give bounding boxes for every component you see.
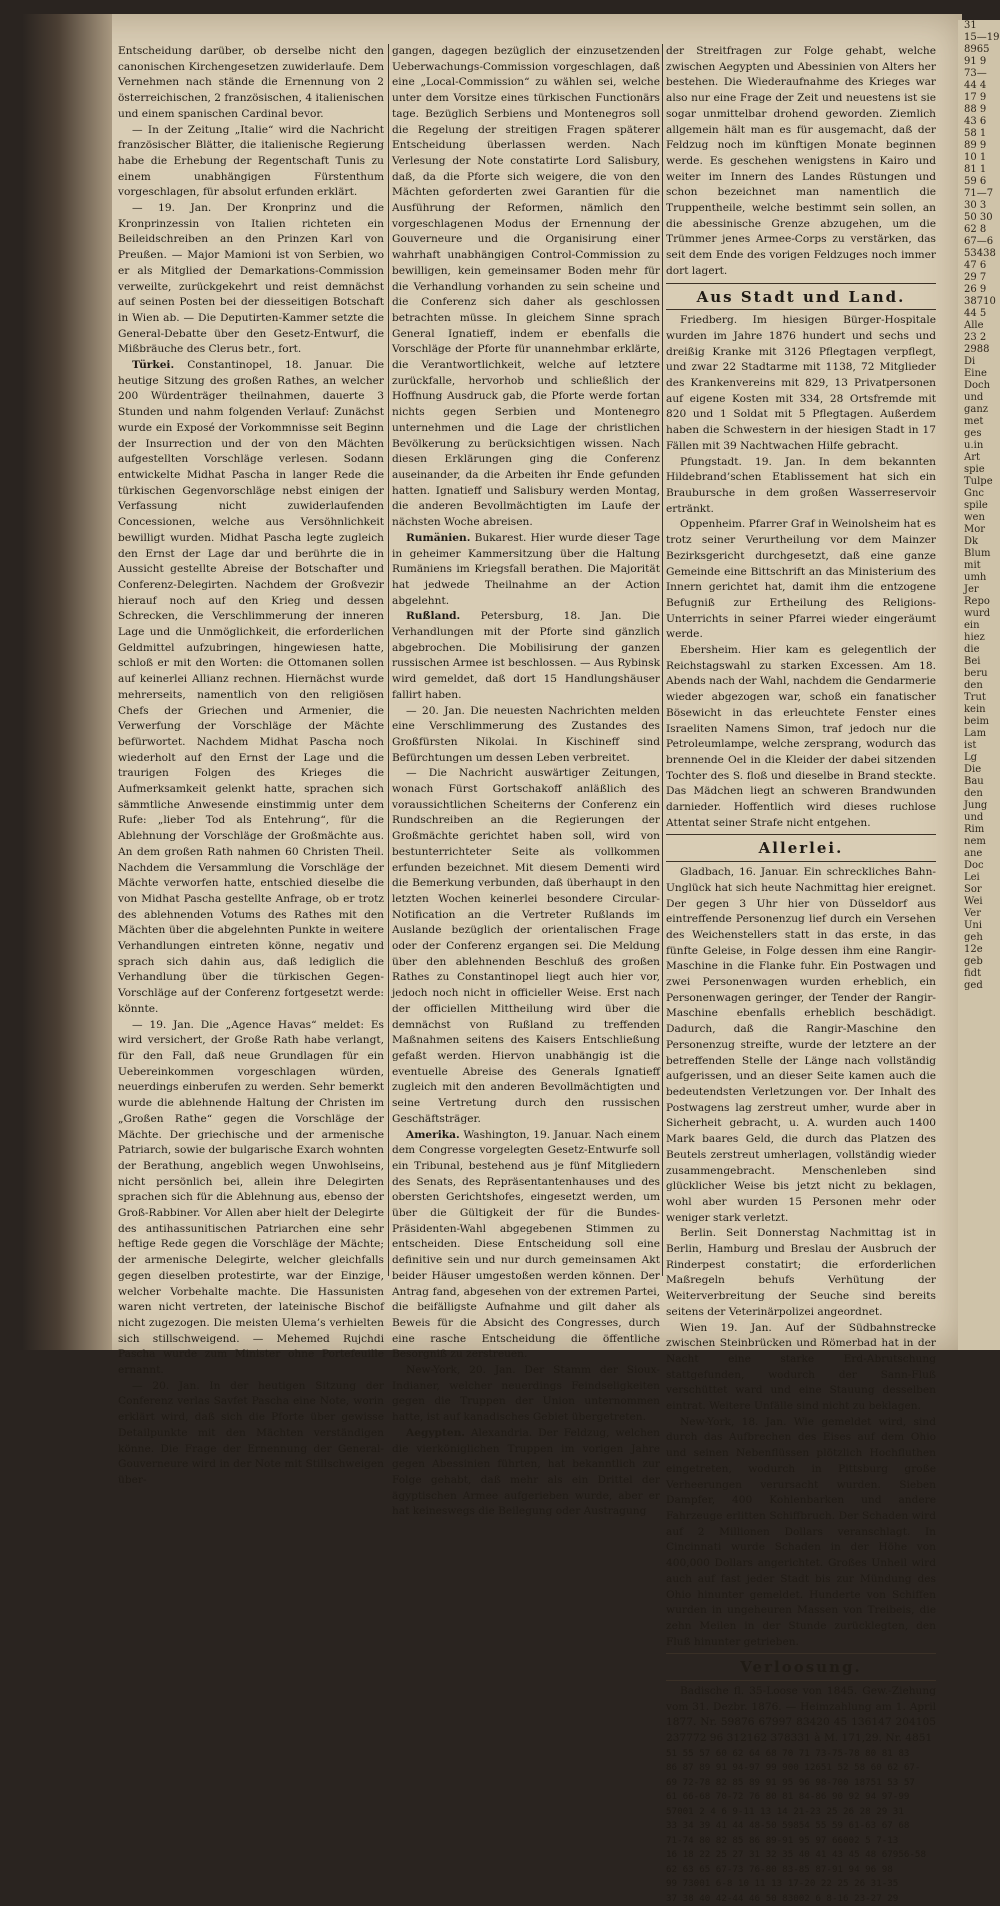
- lottery-row: 33 34 39 41 44 48-50 59854 55 59 61-63 67 68: [666, 1820, 910, 1832]
- misc-news-item: Wien 19. Jan. Auf der Südbahnstrecke zwischen Steinbrücken und Römerbad hat in der Nacht eine starke Erd-Abrutschung stattgefunden, wodurch der Sann-Fluß verschüttet ward und eine Stauung desselben eintrat. Weitere Unfälle sind nicht zu beklagen.: [666, 1321, 936, 1413]
- egypt-text: Alexandria. Der Feldzug, welchen die vierköniglichen Truppen im vorigen Jahre gegen Abessinien führten, hat bekanntlich zur Folge gehabt, daß mehr als ein Drittel der ägyptischen Armee aufgerieben wurde, aber er hat keineswegs die Beilegung oder Austragung: [392, 1426, 660, 1518]
- next-page-fragment: und: [964, 392, 984, 403]
- next-page-fragment: 43 6: [964, 116, 987, 127]
- lottery-row: 86 87 89 91 94-97 99 900 12651 52 58 60 62 67-: [666, 1762, 921, 1774]
- next-page-fragment: Bau: [964, 776, 984, 787]
- next-page-edge: [958, 20, 1000, 1350]
- next-page-fragment: hiez: [964, 632, 985, 643]
- next-page-fragment: Repo: [964, 596, 990, 607]
- next-page-fragment: wurd: [964, 608, 991, 619]
- next-page-fragment: Trut: [964, 692, 986, 703]
- next-page-fragment: ged: [964, 980, 983, 991]
- next-page-fragment: nem: [964, 836, 986, 847]
- column-rule: [662, 44, 663, 1276]
- next-page-fragment: Alle: [964, 320, 984, 331]
- next-page-fragment: 47 6: [964, 260, 987, 271]
- next-page-fragment: 10 1: [964, 152, 987, 163]
- next-page-fragment: 88 9: [964, 104, 987, 115]
- lottery-intro: Badische fl. 35-Loose von 1845. Gew.-Ziehung vom 31. Dezbr. 1876. — Heimzahlung am 1. April 1877. Nr. 59876 67997 83420 45 136147 204105 237772 96 312162 378331 à M. 171,29. Nr. 4851: [666, 1685, 936, 1745]
- next-page-fragment: Tulpe: [964, 476, 993, 487]
- article-paragraph: New-York, 20. Jan. Der Stamm der Sioux-Indianer, welcher neuerdings Feindseligkeiten gegen die Truppen der Union unternommen hatte, ist auf kanadisches Gebiet übergetreten.: [392, 1364, 660, 1424]
- next-page-fragment: 58 1: [964, 128, 987, 139]
- lottery-row: 99 73001 6-8 10 11 13 17-20 22 25 26 31-35: [666, 1878, 899, 1890]
- article-paragraph: — 20. Jan. In der heutigen Sitzung der Conferenz verlas Savfet Pascha eine Note, worin erklärt wird, daß sich die Pforte über gewisse Detailpunkte mit den Mächten verständigen könne. Die Frage der Ernennung der General-Gouverneure wird in der Note mit Stillschweigen über-: [118, 1379, 384, 1486]
- next-page-fragment: 2988: [964, 344, 990, 355]
- article-paragraph: Entscheidung darüber, ob derselbe nicht den canonischen Kirchengesetzen zuwiderlaufe. Dem Vernehmen nach stände die Ernennung von 2 österreichischen, 2 französischen, 4 italienischen und einem spanischen Cardinal bevor.: [118, 45, 384, 120]
- column-1: [118, 44, 385, 1486]
- next-page-fragment: 71—7: [964, 188, 994, 199]
- next-page-fragment: geb: [964, 956, 983, 967]
- section-divider: [666, 1680, 936, 1681]
- section-divider: [666, 834, 936, 835]
- next-page-fragment: fidt: [964, 968, 982, 979]
- next-page-fragment: 29 7: [964, 272, 987, 283]
- misc-news-item: Berlin. Seit Donnerstag Nachmittag ist in Berlin, Hamburg und Breslau der Ausbruch der Rinderpest constatirt; die erforderlichen Maßregeln behufs Verhütung der Weiterverbreitung der Seuche sind bereits seitens der Veterinärpolizei angeordnet.: [666, 1227, 936, 1318]
- next-page-fragment: 67—6: [964, 236, 994, 247]
- next-page-fragment: Lg: [964, 752, 978, 763]
- next-page-fragment: Gnc: [964, 488, 985, 499]
- next-page-fragment: Jer: [964, 584, 979, 595]
- next-page-fragment: 59 6: [964, 176, 987, 187]
- article-russia: [392, 609, 660, 703]
- next-page-fragment: Doch: [964, 380, 991, 391]
- section-divider: [666, 309, 936, 310]
- section-label-romania: Rumänien.: [406, 531, 471, 544]
- book-spine-shadow: [22, 14, 112, 1350]
- next-page-fragment: spile: [964, 500, 988, 511]
- section-divider: [666, 1653, 936, 1654]
- next-page-fragment: 26 9: [964, 284, 987, 295]
- next-page-fragment: und: [964, 812, 984, 823]
- next-page-fragment: ane: [964, 848, 983, 859]
- next-page-fragment: u.in: [964, 440, 984, 451]
- column-3: [666, 44, 937, 1904]
- column-rule: [388, 44, 389, 1276]
- section-label-russia: Rußland.: [406, 610, 461, 623]
- article-paragraph: — 19. Jan. Der Kronprinz und die Kronprinzessin von Italien richteten ein Beileidschreiben an den Prinzen Karl von Preußen. — Major Mamioni ist von Serbien, wo er als Mitglied der Demarkations-Commission verweilte, zurückgekehrt und reist demnächst auf seinen Posten bei der diesseitigen Botschaft in Wien ab. — Die Deputirten-Kammer setzte die General-Debatte über den Gesetz-Entwurf, die Mißbräuche des Clerus betr., fort.: [118, 202, 384, 356]
- section-heading-lottery: Verloosung.: [740, 1658, 862, 1677]
- next-page-fragment: beru: [964, 668, 988, 679]
- next-page-fragment: Eine: [964, 368, 987, 379]
- next-page-fragment: Mor: [964, 524, 986, 535]
- next-page-fragment: 81 1: [964, 164, 987, 175]
- next-page-fragment: Rim: [964, 824, 985, 835]
- next-page-fragment: spie: [964, 464, 985, 475]
- section-heading-local: Aus Stadt und Land.: [696, 287, 906, 306]
- next-page-fragment: Ver: [964, 908, 982, 919]
- next-page-fragment: 30 3: [964, 200, 987, 211]
- lottery-row: 37 38 40 42-44 46 50 83002 6 8-16 23-27 29: [666, 1892, 899, 1904]
- section-heading-misc: Allerlei.: [758, 839, 844, 858]
- local-news-item: Friedberg. Im hiesigen Bürger-Hospitale wurden im Jahre 1876 hundert und sechs und dreißig Kranke mit 3126 Pflegtagen verpflegt, und zwar 22 Stadtarme mit 1138, 72 Mitglieder des Krankenvereins mit 829, 13 Privatpersonen auf eigene Kosten mit 334, 28 Ortsfremde mit 820 und 1 Soldat mit 5 Pflegtagen. Außerdem haben die Schwestern in der hiesigen Stadt in 17 Fällen mit 39 Nachtwachen Hilfe gebracht.: [666, 314, 936, 452]
- article-america: [392, 1128, 660, 1364]
- section-label-america: Amerika.: [406, 1128, 460, 1141]
- next-page-fragment: 62 8: [964, 224, 987, 235]
- next-page-fragment: die: [964, 644, 980, 655]
- lottery-row: 71-74 80 82 85 86 89-91 95 97 66002 5 7-13: [666, 1834, 899, 1846]
- next-page-fragment: 31: [964, 20, 977, 31]
- russia-text: Petersburg, 18. Jan. Die Verhandlungen mit der Pforte sind gänzlich abgebrochen. Die Mobilisirung der ganzen russischen Armee ist beschlossen. — Aus Rybinsk wird gemeldet, daß dort 15 Handlungshäuser fallirt haben.: [392, 610, 660, 701]
- next-page-fragment: geh: [964, 932, 983, 943]
- next-page-fragment: den: [964, 788, 983, 799]
- next-page-fragment: 23 2: [964, 332, 987, 343]
- next-page-fragment: umh: [964, 572, 987, 583]
- next-page-fragment: Art: [964, 452, 981, 463]
- lottery-row: 69 72-78 82 85 89 91 95 96 98-700 18751 53 57: [666, 1776, 915, 1788]
- next-page-fragment: 91 9: [964, 56, 987, 67]
- local-news-item: Ebersheim. Hier kam es gelegentlich der Reichstagswahl zu starken Excessen. Am 18. Abends nach der Wahl, nachdem die Gendarmerie wieder abgezogen war, schoß ein fanatischer Bösewicht in das erleuchtete Fenster eines Israeliten Namens Simon, traf jedoch nur die Petroleumlampe, welche zersprang, wodurch das brennende Oel in die Kleider der dabei sitzenden Tochter des S. floß und dieselbe in Brand steckte. Das Mädchen liegt an schweren Brandwunden darnieder. Hoffentlich wird dieses ruchlose Attentat seiner Strafe nicht entgehen.: [666, 644, 937, 829]
- lottery-row: 57001 2 4 6 9-11 13 14 21-23 25 26 28 29 31: [666, 1805, 904, 1817]
- turkey-text: Constantinopel, 18. Januar. Die heutige Sitzung des großen Rathes, an welcher 200 Würdenträger theilnahmen, dauerte 3 Stunden und nahm folgenden Verlauf: Zunächst wurde ein Exposé der Vorkommnisse seit Beginn der Insurrection und der von den Mächten aufgestellten Vorschläge verlesen. Sodann entwickelte Midhat Pascha in langer Rede die türkischen Gegenvorschläge nebst einigen der Verfassung nicht zuwiderlaufenden Concessionen, welche aus Versöhnlichkeit bewilligt wurden. Midhat Pascha legte zugleich den Ernst der Lage dar und berührte die in Aussicht gestellte Abreise der Botschafter und Conferenz-Delegirten. Nachdem der Großvezir hierauf noch auf den Krieg und dessen Schrecken, die Verschlimmerung der inneren Lage und die Unmöglichkeit, die erforderlichen Geldmittel aufzubringen, hingewiesen hatte, schloß er mit den Worten: die Ottomanen sollen auf keinerlei Allianz rechnen. Hiernächst wurde mehrerseits, namentlich von den religiösen Chefs der Griechen und Armenier, die Verwerfung der Vorschläge der Mächte befürwortet. Nachdem Midhat Pascha noch wiederholt auf den Ernst der Lage und die traurigen Folgen des Krieges die Aufmerksamkeit gelenkt hatte, sprachen sich sämmtliche Anwesende einstimmig unter dem Rufe: „lieber Tod als Entehrung“, für die Ablehnung der Vorschläge der Großmächte aus. An dem großen Rath nahmen 60 Christen Theil. Nachdem die Versammlung die Vorschläge der Mächte verworfen hatte, entschied dieselbe die von Midhat Pascha gestellte Anfrage, ob er trotz des ablehnenden Votums des Rathes mit den Mächten über die abgelehnten Punkte in weitere Verhandlungen eintreten könne, negativ und sprach sich dahin aus, daß lediglich die Verhandlung über die türkischen Gegen-Vorschläge auf der Conferenz fortgesetzt werde: könnte.: [118, 359, 385, 1015]
- next-page-fragment: 44 5: [964, 308, 987, 319]
- next-page-fragment: Jung: [964, 800, 988, 811]
- article-paragraph: gangen, dagegen bezüglich der einzusetzenden Ueberwachungs-Commission vorgeschlagen, daß eine „Local-Commission“ zu wählen sei, welche unter dem Vorsitze eines türkischen Functionärs tage. Bezüglich Serbiens und Montenegros soll die Regelung der streitigen Fragen späterer Entscheidung überlassen werden. Nach Verlesung der Note constatirte Lord Salisbury, daß, da die Pforte sich weigere, die von den Mächten geforderten zwei Garantien für die Ausführung der Reformen, nämlich den vorgeschlagenen Modus der Ernennung der Gouverneure und die Organisirung einer wahrhaft unabhängigen Control-Commission zu bewilligen, kein gemeinsamer Boden mehr für die Verhandlung vorhanden zu sein scheine und die Conferenz sich daher als geschlossen betrachten müsse. In gleichem Sinne sprach General Ignatieff, indem er ebenfalls die Vorschläge der Pforte für unannehmbar erklärte, die Verantwortlichkeit, welche auf letztere zurückfalle, hervorhob und schließlich der Hoffnung Ausdruck gab, die Pforte werde fortan nichts gegen Serbien und Montenegro unternehmen und die Lage der christlichen Bevölkerung zu berücksichtigen wissen. Nach diesen Erklärungen ging die Conferenz auseinander, da die Arbeiten ihr Ende gefunden hatten. Ignatieff und Salisbury werden Montag, die anderen Bevollmächtigten im Laufe der nächsten Woche abreisen.: [392, 45, 660, 529]
- next-page-fragment: Wei: [964, 896, 983, 907]
- article-romania: [392, 531, 660, 610]
- lottery-row: 51 55 57 60 62 64 68 70 71 73-75-78 80 81 83: [666, 1747, 910, 1759]
- romania-text: Bukarest. Hier wurde dieser Tage in geheimer Kammersitzung über die Haltung Rumäniens im Kriegsfall berathen. Die Majorität hat jedwede Theilnahme an der Action abgelehnt.: [392, 531, 660, 607]
- article-paragraph: — 20. Jan. Die neuesten Nachrichten melden eine Verschlimmerung des Zustandes des Großfürsten Nikolai. In Kischineff sind Befürchtungen um dessen Leben verbreitet.: [392, 704, 660, 764]
- column-2: [392, 44, 660, 1518]
- next-page-fragment: den: [964, 680, 983, 691]
- next-page-fragment: ist: [964, 740, 977, 751]
- next-page-fragment: ein: [964, 620, 980, 631]
- section-label-turkey: Türkei.: [132, 359, 175, 372]
- next-page-fragment: 38710: [964, 296, 996, 307]
- next-page-fragment: Dk: [964, 536, 979, 547]
- local-news-item: Pfungstadt. 19. Jan. In dem bekannten Hildebrand’schen Etablissement hat sich ein Braubursche in dem großen Wasserreservoir ertränkt.: [666, 455, 936, 515]
- next-page-fragment: wen: [964, 512, 985, 523]
- next-page-fragment: 89 9: [964, 140, 987, 151]
- next-page-fragment: Lei: [964, 872, 980, 883]
- next-page-fragment: Di: [964, 356, 976, 367]
- next-page-fragment: Sor: [964, 884, 982, 895]
- section-label-egypt: Aegypten.: [406, 1426, 465, 1439]
- next-page-fragment: met: [964, 416, 984, 427]
- next-page-fragment: Bei: [964, 656, 981, 667]
- next-page-fragment: ganz: [964, 404, 989, 415]
- lottery-row: 16 18 22 25 27 31 32 35 40 41 43 45 48 67956-58: [666, 1849, 926, 1861]
- lottery-row: 62 63 65 67-73 76-80 83-85 87-91 94 96 98: [666, 1863, 893, 1875]
- next-page-fragment: 73—: [964, 68, 987, 79]
- next-page-fragment: Die: [964, 764, 982, 775]
- next-page-fragment: Doc: [964, 860, 984, 871]
- lottery-table: [666, 1747, 936, 1906]
- next-page-fragment: 17 9: [964, 92, 987, 103]
- next-page-fragment: 53438: [964, 248, 996, 259]
- next-page-fragment: 50 30: [964, 212, 993, 223]
- next-page-fragment: Uni: [964, 920, 983, 931]
- section-divider: [666, 861, 936, 862]
- next-page-fragment: 12e: [964, 944, 983, 955]
- section-divider: [666, 283, 936, 284]
- article-paragraph: — In der Zeitung „Italie“ wird die Nachricht französischer Blätter, die italienische Regierung habe die Erhebung der Regentschaft Tunis zu einem unabhängigen Fürstenthum vorgeschlagen, für absolut erfunden erklärt.: [118, 123, 384, 199]
- next-page-fragment: 8965: [964, 44, 990, 55]
- next-page-fragment: 44 4: [964, 80, 987, 91]
- article-egypt: [392, 1426, 660, 1520]
- article-paragraph: — Die Nachricht auswärtiger Zeitungen, wonach Fürst Gortschakoff anläßlich des voraussichtlichen Scheiterns der Conferenz ein Rundschreiben an die Regierungen der Großmächte gerichtet haben soll, wird von bestunterrichteter Seite als vollkommen erfunden bezeichnet. Mit diesem Dementi wird die Bemerkung verbunden, daß überhaupt in den letzten Wochen keinerlei besondere Circular-Notification an die Vertreter Rußlands im Auslande bezüglich der orientalischen Frage oder der Conferenz ergangen sei. Die Meldung über den ablehnenden Beschluß des großen Rathes zu Constantinopel liegt auch hier vor, jedoch noch nicht in officieller Weise. Erst nach der officiellen Mittheilung wird über die demnächst von Rußland zu treffenden Maßnahmen seitens des Kaisers Entschließung gefaßt werden. Hiervon unabhängig ist die eventuelle Abreise des Generals Ignatieff zugleich mit den anderen Bevollmächtigten und seine Vertretung durch den russischen Geschäftsträger.: [392, 767, 660, 1125]
- misc-news-item: Gladbach, 16. Januar. Ein schreckliches Bahn-Unglück hat sich heute Nachmittag hier ereignet. Der gegen 3 Uhr hier von Düsseldorf aus eintreffende Personenzug lief durch ein Versehen des Weichenstellers statt in das erste, in das fünfte Geleise, in Folge dessen ihm eine Rangir-Maschine in die Flanke fuhr. Ein Postwagen und zwei Personenwagen wurden erheblich, ein Personenwagen geringer, der Tender der Rangir-Maschine ebenfalls erheblich beschädigt. Dadurch, daß die Rangir-Maschine den Personenzug streifte, wurde der letztere an der betreffenden Stelle der Länge nach vollständig aufgerissen, und an dieser Seite kamen auch die bedeutendsten Verletzungen vor. Der Inhalt des Postwagens lag zerstreut umher, wurde aber in Sicherheit gebracht, u. A. wurden auch 1400 Mark baares Geld, die durch das Platzen des Beutels zerstreut umherlagen, vollständig wieder zusammengebracht. Menschenleben sind glücklicher Weise bis jetzt nicht zu beklagen, wohl aber wurden 15 Personen mehr oder weniger stark verletzt.: [666, 866, 936, 1224]
- next-page-fragment: kein: [964, 704, 986, 715]
- misc-news-item: New-York, 18. Jan. Wie gemeldet wird, sind durch das Aufbrechen des Eises auf dem Ohio und seinen Nebenflüssen plötzlich Hochfluthen eingetreten, wodurch in Pittsburg große Verheerungen verursacht wurden. Sieben Dampfer, 400 Kohlenbarken und andere Fahrzeuge erlitten Schiffbruch. Der Schaden wird auf 2 Millionen Dollars veranschlagt. In Cincinnati wurde Schaden in der Höhe von 400,000 Dollars angerichtet. Großes Unheil wird auch auf fast jeder Stadt bis zur Mündung des Ohio hinunter gemeldet. Hunderte von Schiffen wurden in ungeheuren Massen von Treibeis, die zehn Meilen in der Stunde zurücklegten, den Fluß hinunter getrieben.: [666, 1415, 936, 1648]
- america-text: Washington, 19. Januar. Nach einem dem Congresse vorgelegten Gesetz-Entwurfe soll ein Tribunal, bestehend aus je fünf Mitgliedern des Senats, des Repräsentantenhauses und des obersten Gerichtshofes, eingesetzt werden, um über die Gültigkeit der für die Bundes-Präsidenten-Wahl abgegebenen Stimmen zu entscheiden. Diese Entscheidung soll eine definitive sein und nur durch gemeinsamen Akt beider Häuser umgestoßen werden können. Der Antrag fand, abgesehen von der extremen Partei, die beifälligste Aufnahme und gilt daher als Beweis für die Absicht des Congresses, durch eine rasche Entscheidung die öffentliche Besorgniß zu zerstreuen.: [392, 1128, 660, 1361]
- article-paragraph: der Streitfragen zur Folge gehabt, welche zwischen Aegypten und Abessinien von Alters her bestehen. Die Wiederaufnahme des Krieges war also nur eine Frage der Zeit und neuestens ist sie sogar unmittelbar drohend geworden. Ziemlich allgemein hält man es für ausgemacht, daß der Feldzug noch im künftigen Monate beginnen werde. Es geschehen wenigstens in Kairo und weiter im Innern des Landes Rüstungen und schon bezeichnet man namentlich die Truppentheile, welche bestimmt sein sollen, an die abessinische Grenze abzugehen, um die Trümmer jenes Armee-Corps zu verstärken, das seit dem Ende des vorigen Feldzuges noch immer dort lagert.: [666, 45, 936, 277]
- next-page-fragment: beim: [964, 716, 989, 727]
- article-paragraph: — 19. Jan. Die „Agence Havas“ meldet: Es wird versichert, der Große Rath habe verlangt, für den Fall, daß neue Grundlagen für ein Uebereinkommen vorgeschlagen würden, neuerdings einberufen zu werden. Sehr bemerkt wurde die ablehnende Haltung der Christen im „Großen Rathe“ gegen die Vorschläge der Mächte. Der griechische und der armenische Patriarch, sowie der bulgarische Exarch wohnten der Berathung, angeblich wegen Unwohlseins, nicht persönlich bei, allein ihre Delegirten sprachen sich für die Ablehnung aus, ebenso der Groß-Rabbiner. Vor Allen aber hielt der Delegirte des antihassunitischen Patriarchen eine sehr heftige Rede gegen die Vorschläge der Mächte; der armenische Delegirte, welcher gleichfalls gegen dieselben protestirte, war der Einzige, welcher Vorbehalte machte. Die Hassunisten waren nicht vertreten, der lateinische Bischof nicht zugezogen. Die meisten Ulema’s verhielten sich stillschweigend. — Mehemed Rujchdi Pascha wurde zum Minister ohne Portefeuille ernannt.: [118, 1018, 384, 1377]
- next-page-fragment: mit: [964, 560, 981, 571]
- next-page-fragment: Lam: [964, 728, 987, 739]
- next-page-fragment: ges: [964, 428, 982, 439]
- local-news-item: Oppenheim. Pfarrer Graf in Weinolsheim hat es trotz seiner Verurtheilung vor dem Mainzer Bezirksgericht durchgesetzt, daß eine ganze Gemeinde eine Bittschrift an das Ministerium des Innern gerichtet hat, damit ihm die entzogene Befugniß zur Ertheilung des Religions-Unterrichts in seiner Pfarrei wieder eingeräumt werde.: [666, 518, 936, 641]
- article-turkey: [118, 358, 384, 1018]
- lottery-row: 61 66-68 70-72 76 80 81 84-86 90 92 94 97-99: [666, 1791, 910, 1803]
- next-page-fragment: Blum: [964, 548, 991, 559]
- next-page-fragment: 15—19: [964, 32, 1000, 43]
